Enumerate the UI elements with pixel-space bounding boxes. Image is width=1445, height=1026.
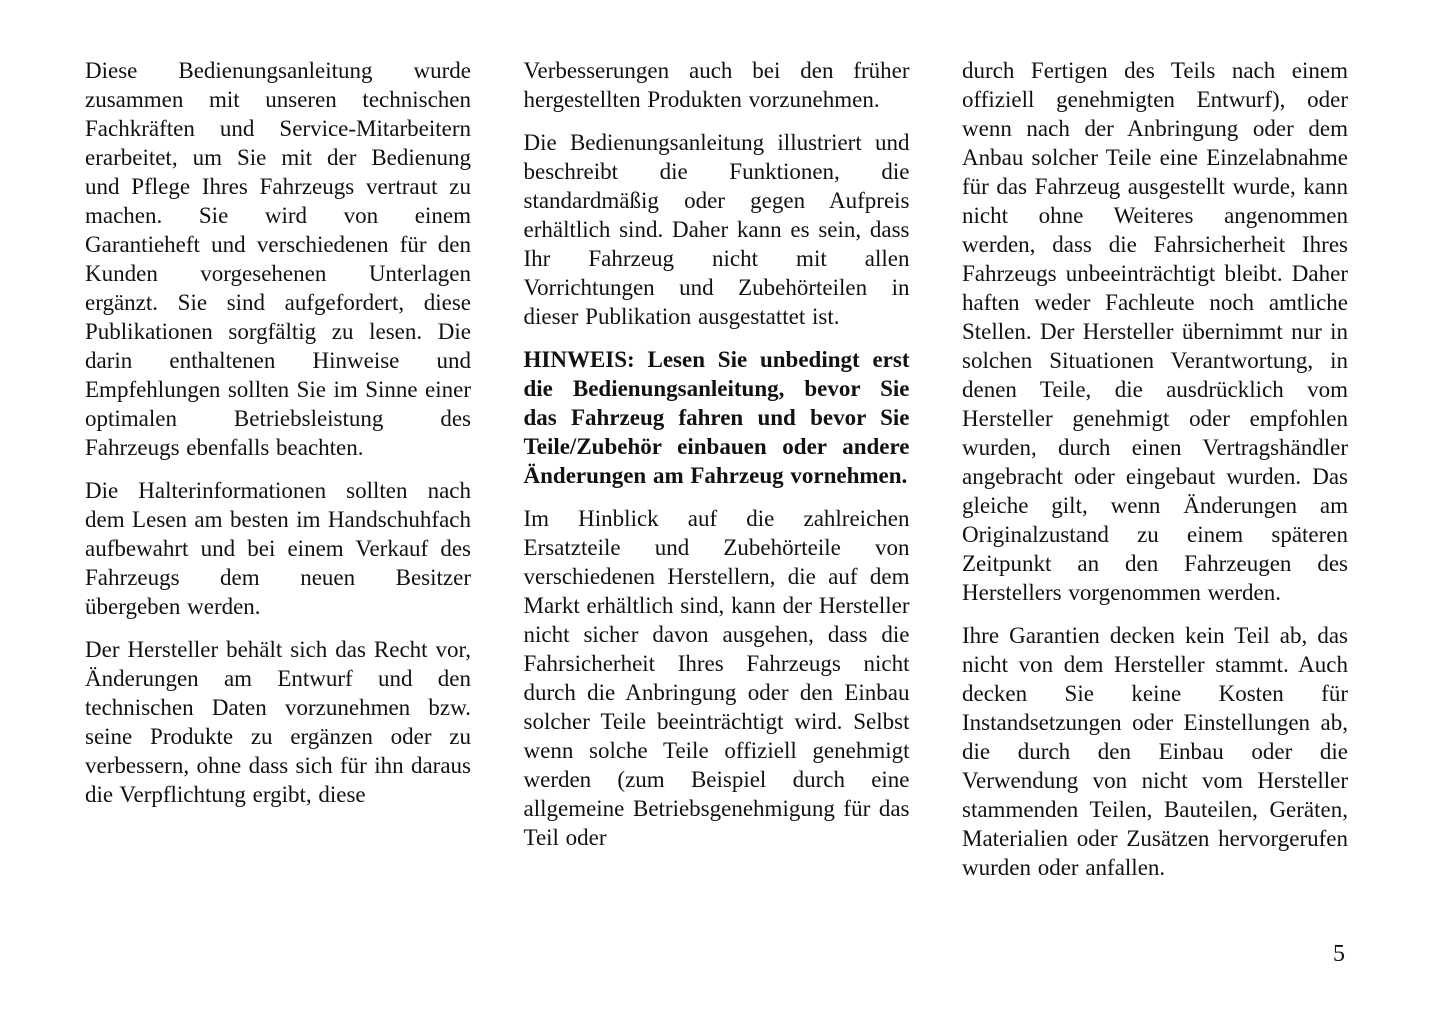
paragraph: Im Hinblick auf die zahlreichen Ersatzteile und Zubehörteile von verschiedenen Herstellern, die auf dem Markt erhältlich sind, kann der Hersteller nicht sicher davon ausgehen, dass die Fahrsicherheit Ihres Fahrzeugs nicht durch die Anbringung oder den Einbau solcher Teile beeinträchtigt wird. Selbst wenn solche Teile offiziell genehmigt werden (zum Beispiel durch eine allgemeine Betriebsgenehmigung für das Teil oder — [523, 506, 910, 850]
paragraph: Diese Bedienungsanleitung wurde zusammen mit unseren technischen Fachkräften und Service-Mitarbeitern erarbeitet, um Sie mit der Bedienung und Pflege Ihres Fahrzeugs vertraut zu machen. Sie wird von einem Garantieheft und verschiedenen für den Kunden vorgesehenen Unterlagen ergänzt. Sie sind aufgefordert, diese Publikationen sorgfältig zu lesen. Die darin enthaltenen Hinweise und Empfehlungen sollten Sie im Sinne einer optimalen Betriebsleistung des Fahrzeugs ebenfalls beachten. — [85, 58, 471, 460]
text-columns — [85, 56, 1348, 896]
paragraph: Die Halterinformationen sollten nach dem Lesen am besten im Handschuhfach aufbewahrt und bei einem Verkauf des Fahrzeugs dem neuen Besitzer übergeben werden. — [85, 478, 471, 619]
note-paragraph: HINWEIS: Lesen Sie unbedingt erst die Bedienungsanleitung, bevor Sie das Fahrzeug fahren und bevor Sie Teile/Zubehör einbauen oder andere Änderungen am Fahrzeug vornehmen. — [523, 347, 910, 488]
text-column-3 — [962, 56, 1348, 896]
text-column-2 — [524, 56, 910, 896]
paragraph: Der Hersteller behält sich das Recht vor, Änderungen am Entwurf und den technischen Daten vorzunehmen bzw. seine Produkte zu ergänzen oder zu verbessern, ohne dass sich für ihn daraus die Verpflichtung ergibt, diese — [85, 637, 471, 807]
paragraph: Ihre Garantien decken kein Teil ab, das nicht von dem Hersteller stammt. Auch decken Sie keine Kosten für Instandsetzungen oder Einstellungen ab, die durch den Einbau oder die Verwendung von nicht vom Hersteller stammenden Teilen, Bauteilen, Geräten, Materialien oder Zusätzen hervorgerufen wurden oder anfallen. — [962, 623, 1348, 880]
page-number: 5 — [1333, 941, 1345, 967]
paragraph: Verbesserungen auch bei den früher hergestellten Produkten vorzunehmen. — [523, 58, 910, 112]
paragraph: durch Fertigen des Teils nach einem offiziell genehmigten Entwurf), oder wenn nach der Anbringung oder dem Anbau solcher Teile eine Einzelabnahme für das Fahrzeug ausgestellt wurde, kann nicht ohne Weiteres angenommen werden, dass die Fahrsicherheit Ihres Fahrzeugs unbeeinträchtigt bleibt. Daher haften weder Fachleute noch amtliche Stellen. Der Hersteller übernimmt nur in solchen Situationen Verantwortung, in denen Teile, die ausdrücklich vom Hersteller genehmigt oder empfohlen wurden, durch einen Vertragshändler angebracht oder eingebaut wurden. Das gleiche gilt, wenn Änderungen am Originalzustand zu einem späteren Zeitpunkt an den Fahrzeugen des Herstellers vorgenommen werden. — [962, 58, 1348, 605]
text-column-1 — [85, 56, 471, 896]
paragraph: Die Bedienungsanleitung illustriert und beschreibt die Funktionen, die standardmäßig oder gegen Aufpreis erhältlich sind. Daher kann es sein, dass Ihr Fahrzeug nicht mit allen Vorrichtungen und Zubehörteilen in dieser Publikation ausgestattet ist. — [523, 130, 910, 329]
